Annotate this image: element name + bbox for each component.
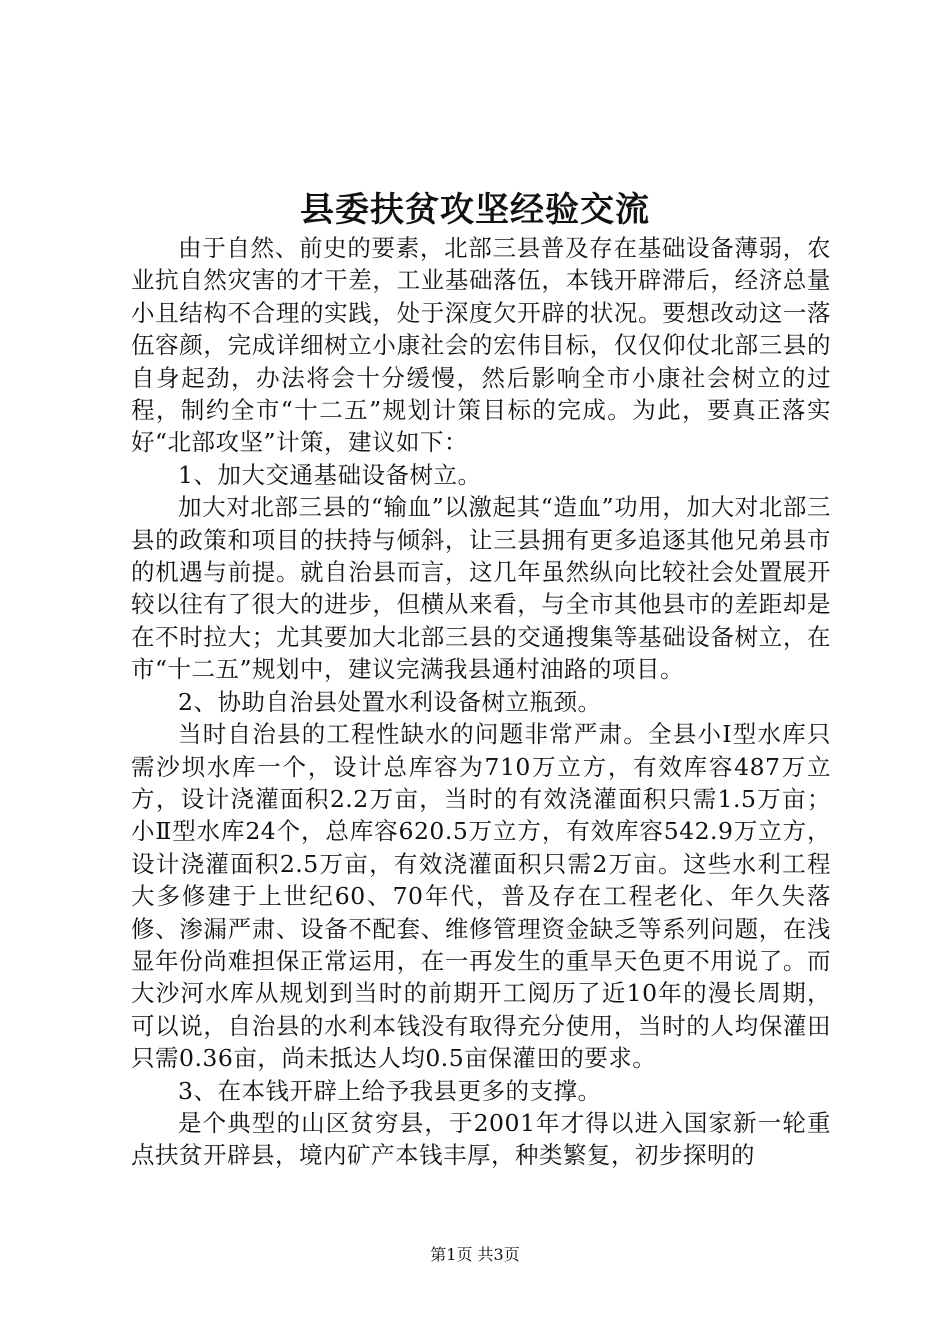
document-title: 县委扶贫攻坚经验交流	[300, 190, 650, 230]
paragraph-item-2: 当时自治县的工程性缺水的问题非常严肃。全县小Ⅰ型水库只需沙坝水库一个，设计总库容为710万立方，有效库容487万立方，设计浇灌面积2.2万亩，当时的有效浇灌面积只需1.5万亩；小Ⅱ型水库24个，总库容620.5万立方，有效库容542.9万立方，设计浇灌面积2.5万亩，有效浇灌面积只需2万亩。这些水利工程大多修建于上世纪60、70年代，普及存在工程老化、年久失落修、渗漏严肃、设备不配套、维修管理资金缺乏等系列问题，在浅显年份尚难担保正常运用，在一再发生的重旱天色更不用说了。而大沙河水库从规划到当时的前期开工阅历了近10年的漫长周期，可以说，自治县的水利本钱没有取得充分使用，当时的人均保灌田只需0.36亩，尚未抵达人均0.5亩保灌田的要求。	[131, 720, 831, 1073]
heading-item-3: 3、在本钱开辟上给予我县更多的支撑。	[178, 1076, 602, 1105]
paragraph-item-3: 是个典型的山区贫穷县，于2001年才得以进入国家新一轮重点扶贫开辟县，境内矿产本钱丰厚，种类繁复，初步探明的	[131, 1108, 831, 1170]
document-body	[131, 232, 831, 1172]
paragraph-item-1: 加大对北部三县的“输血”以激起其“造血”功用，加大对北部三县的政策和项目的扶持与倾斜，让三县拥有更多追逐其他兄弟县市的机遇与前提。就自治县而言，这几年虽然纵向比较社会处置展开较以往有了很大的进步，但横从来看，与全市其他县市的差距却是在不时拉大；尤其要加大北部三县的交通搜集等基础设备树立，在市“十二五”规划中，建议完满我县通村油路的项目。	[131, 493, 831, 684]
paragraph-intro: 由于自然、前史的要素，北部三县普及存在基础设备薄弱，农业抗自然灾害的才干差，工业基础落伍，本钱开辟滞后，经济总量小且结构不合理的实践，处于深度欠开辟的状况。要想改动这一落伍容颜，完成详细树立小康社会的宏伟目标，仅仅仰仗北部三县的自身起劲，办法将会十分缓慢，然后影响全市小康社会树立的过程，制约全市“十二五”规划计策目标的完成。为此，要真正落实好“北部攻坚”计策，建议如下：	[131, 234, 831, 457]
heading-item-1: 1、加大交通基础设备树立。	[178, 460, 482, 489]
page-number-footer: 第1页 共3页	[430, 1245, 520, 1264]
heading-item-2: 2、协助自治县处置水利设备树立瓶颈。	[178, 687, 602, 716]
